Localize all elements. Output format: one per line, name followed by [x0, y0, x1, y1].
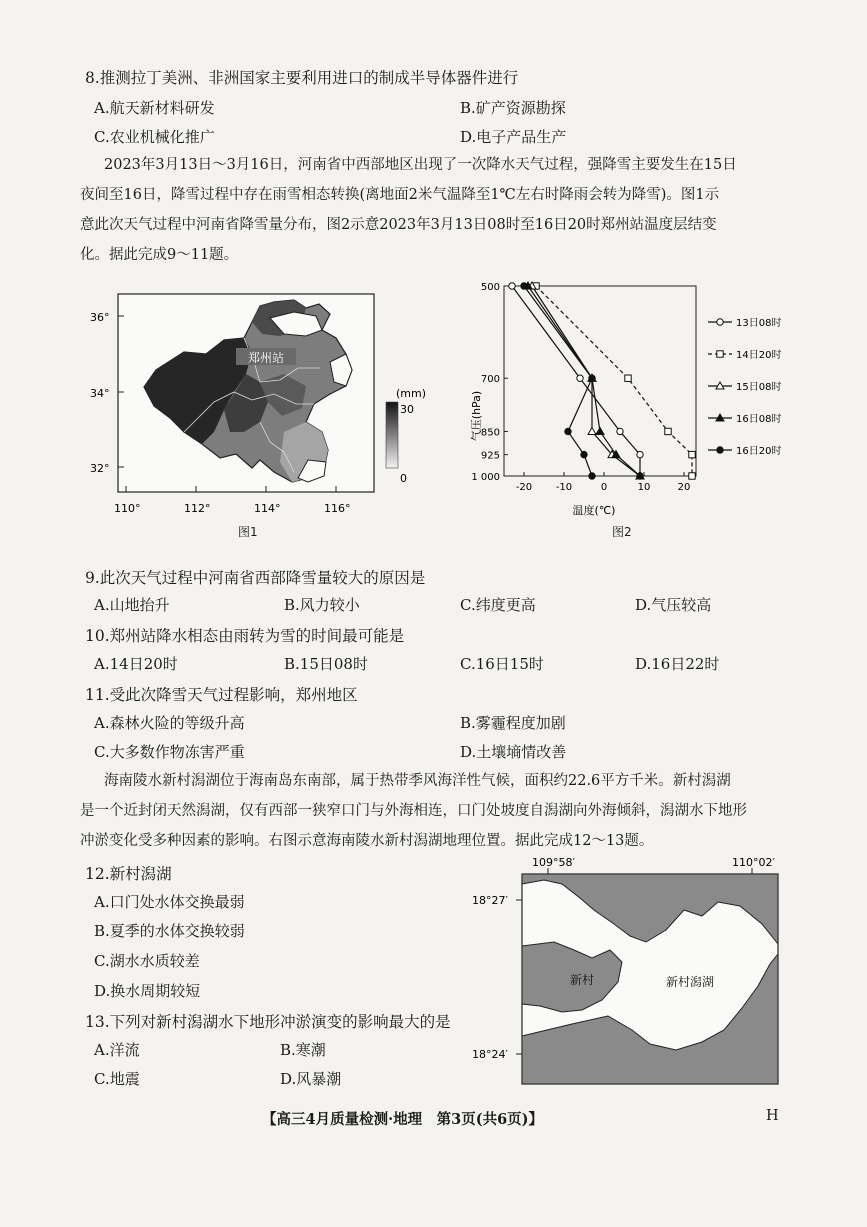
- series-point-4: [596, 427, 604, 434]
- q11-option-d: D.土壤墒情改善: [460, 743, 567, 761]
- lon-label-110: 110°: [114, 502, 141, 515]
- legend-label-2: 14日20时: [736, 350, 782, 361]
- x-tick-label: 20: [677, 482, 691, 493]
- q13-option-a: A.洋流: [94, 1041, 140, 1059]
- figure-1-caption: 图1: [238, 525, 258, 539]
- q10-stem: 10.郑州站降水相态由雨转为雪的时间最可能是: [85, 627, 405, 645]
- series-point-2: [665, 428, 671, 434]
- series-point-5: [589, 473, 595, 479]
- x-tick-label: 0: [600, 482, 608, 493]
- q8-option-c: C.农业机械化推广: [94, 128, 215, 146]
- y-tick-label: 1 000: [471, 472, 500, 483]
- series-point-5: [581, 451, 587, 457]
- series-point-5: [565, 428, 571, 434]
- q12-option-a: A.口门处水体交换最弱: [94, 893, 245, 911]
- lat-label-32: 32°: [90, 462, 110, 475]
- q8-stem: 8.推测拉丁美洲、非洲国家主要利用进口的制成半导体器件进行: [85, 69, 519, 87]
- y-tick-label: 925: [480, 450, 500, 462]
- legend-marker-5: [717, 447, 723, 453]
- lon-right-label: 110°02′: [732, 856, 775, 869]
- figure-1: [84, 282, 444, 542]
- village-label: 新村: [570, 973, 595, 987]
- lagoon-map-figure: [470, 854, 790, 1094]
- passage-2-line: 冲淤变化受多种因素的影响。右图示意海南陵水新村潟湖地理位置。据此完成12～13题。: [80, 833, 654, 849]
- legend-label-4: 16日08时: [736, 414, 782, 425]
- q9-option-b: B.风力较小: [284, 596, 360, 614]
- snowfall-map: [84, 282, 444, 542]
- lagoon-map: [470, 854, 790, 1094]
- q11-option-a: A.森林火险的等级升高: [94, 714, 245, 732]
- q9-stem: 9.此次天气过程中河南省西部降雪量较大的原因是: [85, 569, 426, 587]
- series-point-1: [637, 451, 643, 457]
- passage-1: [80, 150, 780, 270]
- q11-option-b: B.雾霾程度加剧: [460, 714, 566, 732]
- series-line-2: [536, 286, 692, 476]
- q13-option-b: B.寒潮: [280, 1041, 326, 1059]
- q13-option-c: C.地震: [94, 1070, 140, 1088]
- q11-stem: 11.受此次降雪天气过程影响，郑州地区: [85, 686, 358, 704]
- series-point-1: [617, 428, 623, 434]
- q12-stem: 12.新村潟湖: [85, 865, 172, 883]
- q10-option-d: D.16日22时: [635, 655, 720, 673]
- lagoon-label: 新村潟湖: [666, 975, 715, 989]
- series-point-1: [509, 283, 515, 289]
- lon-left-label: 109°58′: [532, 856, 575, 869]
- chart-xlabel: 温度(℃): [572, 504, 616, 517]
- q11-option-c: C.大多数作物冻害严重: [94, 743, 245, 761]
- q8-option-a: A.航天新材料研发: [94, 99, 215, 117]
- series-point-2: [689, 473, 695, 479]
- y-tick-label: 850: [480, 427, 500, 439]
- temperature-profile-chart: [460, 276, 790, 524]
- legend-unit: (mm): [396, 387, 427, 400]
- q12-option-b: B.夏季的水体交换较弱: [94, 922, 245, 940]
- q13-option-d: D.风暴潮: [280, 1070, 342, 1088]
- q10-option-a: A.14日20时: [94, 655, 178, 673]
- lat-top-label: 18°27′: [472, 894, 508, 907]
- lat-bottom-label: 18°24′: [472, 1048, 508, 1061]
- series-point-5: [521, 283, 527, 289]
- series-point-1: [577, 375, 583, 381]
- passage-2: [80, 766, 780, 856]
- figure-2-caption: 图2: [612, 525, 632, 539]
- q8-option-d: D.电子产品生产: [460, 128, 567, 146]
- passage-1-line: 化。据此完成9～11题。: [80, 247, 239, 263]
- legend-marker-2: [717, 351, 723, 357]
- passage-1-line: 夜间至16日，降雪过程中存在雨雪相态转换(离地面2米气温降至1℃左右时降雨会转为降雪)。图1示: [80, 187, 720, 203]
- q9-option-c: C.纬度更高: [460, 596, 536, 614]
- lon-label-116: 116°: [324, 502, 351, 515]
- q10-option-b: B.15日08时: [284, 655, 368, 673]
- legend-marker-1: [717, 319, 723, 325]
- q12-option-c: C.湖水水质较差: [94, 952, 200, 970]
- page-footer: 【高三4月质量检测·地理 第3页(共6页)】: [262, 1111, 544, 1128]
- series-line-1: [512, 286, 640, 476]
- x-tick-label: -20: [515, 482, 533, 493]
- legend-min: 0: [400, 472, 407, 485]
- chart-ylabel: 气压(hPa): [470, 390, 483, 442]
- legend-bar: [386, 402, 398, 468]
- passage-1-line: 意此次天气过程中河南省降雪量分布，图2示意2023年3月13日08时至16日20时郑州站温度层结变: [80, 217, 717, 233]
- q10-option-c: C.16日15时: [460, 655, 544, 673]
- series-point-2: [689, 451, 695, 457]
- station-label: 郑州站: [247, 351, 285, 365]
- legend-label-5: 16日20时: [736, 446, 782, 457]
- lon-label-112: 112°: [184, 502, 211, 515]
- passage-2-line: 是一个近封闭天然潟湖，仅有西部一狭窄口门与外海相连，口门处坡度自潟湖向外海倾斜，潟湖水下地形: [80, 803, 747, 819]
- q13-stem: 13.下列对新村潟湖水下地形冲淤演变的影响最大的是: [85, 1013, 451, 1031]
- q12-option-d: D.换水周期较短: [94, 982, 201, 1000]
- series-point-3: [588, 427, 596, 434]
- passage-1-line: 2023年3月13日～3月16日，河南省中西部地区出现了一次降水天气过程，强降雪主要发生在15日: [104, 157, 737, 173]
- lat-label-34: 34°: [90, 387, 110, 400]
- q8-option-b: B.矿产资源勘探: [460, 99, 566, 117]
- x-tick-label: -10: [555, 482, 573, 493]
- legend-label-3: 15日08时: [736, 382, 782, 393]
- y-tick-label: 500: [480, 282, 500, 293]
- x-tick-label: 10: [637, 482, 651, 493]
- series-point-5: [589, 375, 595, 381]
- passage-2-line: 海南陵水新村潟湖位于海南岛东南部，属于热带季风海洋性气候，面积约22.6平方千米。新村潟湖: [104, 773, 731, 789]
- legend-max: 30: [400, 403, 414, 416]
- paper-code: H: [766, 1108, 779, 1124]
- y-tick-label: 700: [480, 374, 500, 386]
- q9-option-a: A.山地抬升: [94, 596, 170, 614]
- q9-option-d: D.气压较高: [635, 596, 712, 614]
- lon-label-114: 114°: [254, 502, 281, 515]
- figure-2: [460, 276, 790, 524]
- series-point-2: [625, 375, 631, 381]
- legend-label-1: 13日08时: [736, 318, 782, 329]
- lat-label-36: 36°: [90, 311, 110, 324]
